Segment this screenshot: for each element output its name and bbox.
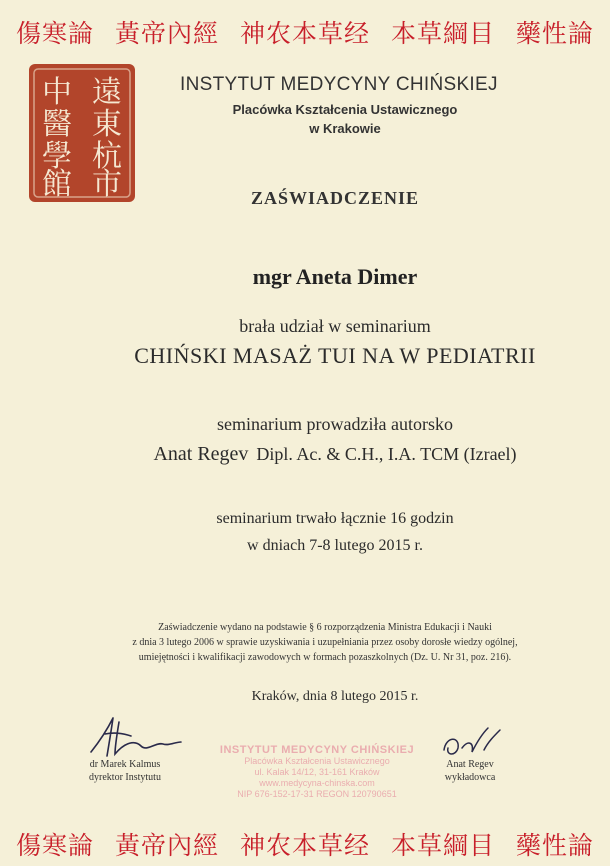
place-and-date: Kraków, dnia 8 lutego 2015 r.: [251, 689, 419, 704]
stamp-line: NIP 676-152-17-31 REGON 120790651: [237, 789, 397, 799]
led-by-text: seminarium prowadziła autorsko: [217, 414, 453, 434]
seal-char: 市: [92, 167, 122, 202]
stamp-line: www.medycyna-chinska.com: [259, 778, 375, 788]
lecturer-signer-name: Anat Regev: [446, 759, 494, 770]
duration-text: seminarium trwało łącznie 16 godzin: [216, 510, 454, 527]
legal-basis-text: [110, 620, 540, 665]
institute-subtitle: Placówka Kształcenia Ustawicznego: [232, 102, 458, 117]
lecturer-line: [30, 443, 610, 466]
director-signature: [85, 712, 185, 760]
recipient-name: mgr Aneta Dimer: [252, 264, 418, 289]
lecturer-signer-role: wykładowca: [444, 772, 496, 783]
lecturer-signature-block: [405, 758, 535, 784]
legal-line: z dnia 3 lutego 2006 w sprawie uzyskiwania i uzupełniania przez osoby dorosłe wiedzy ogólnej,: [132, 637, 518, 648]
banner-title: 黃帝內經: [115, 831, 220, 860]
bottom-chinese-banner: [0, 826, 610, 862]
banner-title: 藥性論: [515, 19, 594, 48]
banner-title: 神农本草经: [239, 19, 370, 48]
seal-char: 東: [92, 107, 122, 142]
banner-title: 藥性論: [515, 831, 594, 860]
institute-city: w Krakowie: [309, 121, 381, 136]
dates-text: w dniach 7-8 lutego 2015 r.: [247, 537, 423, 554]
legal-line: umiejętności i kwalifikacji zawodowych w formach pozaszkolnych (Dz. U. Nr 31, poz. 216).: [138, 652, 512, 663]
seal-char: 杭: [92, 139, 122, 174]
seal-char: 學: [42, 139, 72, 174]
seminar-name: CHIŃSKI MASAŻ TUI NA W PEDIATRII: [134, 343, 536, 368]
lecturer-titles: Dipl. Ac. & C.H., I.A. TCM (Izrael): [256, 444, 517, 464]
seal-char: 館: [42, 167, 72, 202]
stamp-line: Placówka Kształcenia Ustawicznego: [244, 756, 390, 766]
lecturer-signature: [438, 724, 508, 760]
director-signature-block: [60, 758, 190, 784]
banner-title: 黃帝內經: [115, 19, 220, 48]
institute-name: INSTYTUT MEDYCYNY CHIŃSKIEJ: [180, 74, 498, 95]
banner-title: 傷寒論: [16, 19, 95, 48]
lecturer-name: Anat Regev: [153, 443, 249, 465]
institute-seal-logo: [27, 62, 137, 204]
director-role: dyrektor Instytutu: [89, 772, 161, 783]
certificate-title: ZAŚWIADCZENIE: [250, 188, 420, 208]
stamp-line: INSTYTUT MEDYCYNY CHIŃSKIEJ: [219, 744, 415, 756]
banner-title: 傷寒論: [16, 831, 95, 860]
stamp-line: ul. Kalak 14/12, 31-161 Kraków: [254, 767, 380, 777]
institute-stamp: [212, 744, 422, 800]
participation-text: brała udział w seminarium: [239, 316, 431, 336]
top-chinese-banner: [0, 14, 610, 50]
director-name: dr Marek Kalmus: [89, 759, 161, 770]
seal-char: 醫: [42, 107, 72, 142]
seal-char: 遠: [92, 75, 122, 110]
seal-char: 中: [42, 75, 72, 110]
banner-title: 本草綱目: [390, 831, 495, 860]
banner-title: 本草綱目: [390, 19, 495, 48]
legal-line: Zaświadczenie wydano na podstawie § 6 rozporządzenia Ministra Edukacji i Nauki: [158, 622, 492, 633]
banner-title: 神农本草经: [239, 831, 370, 860]
